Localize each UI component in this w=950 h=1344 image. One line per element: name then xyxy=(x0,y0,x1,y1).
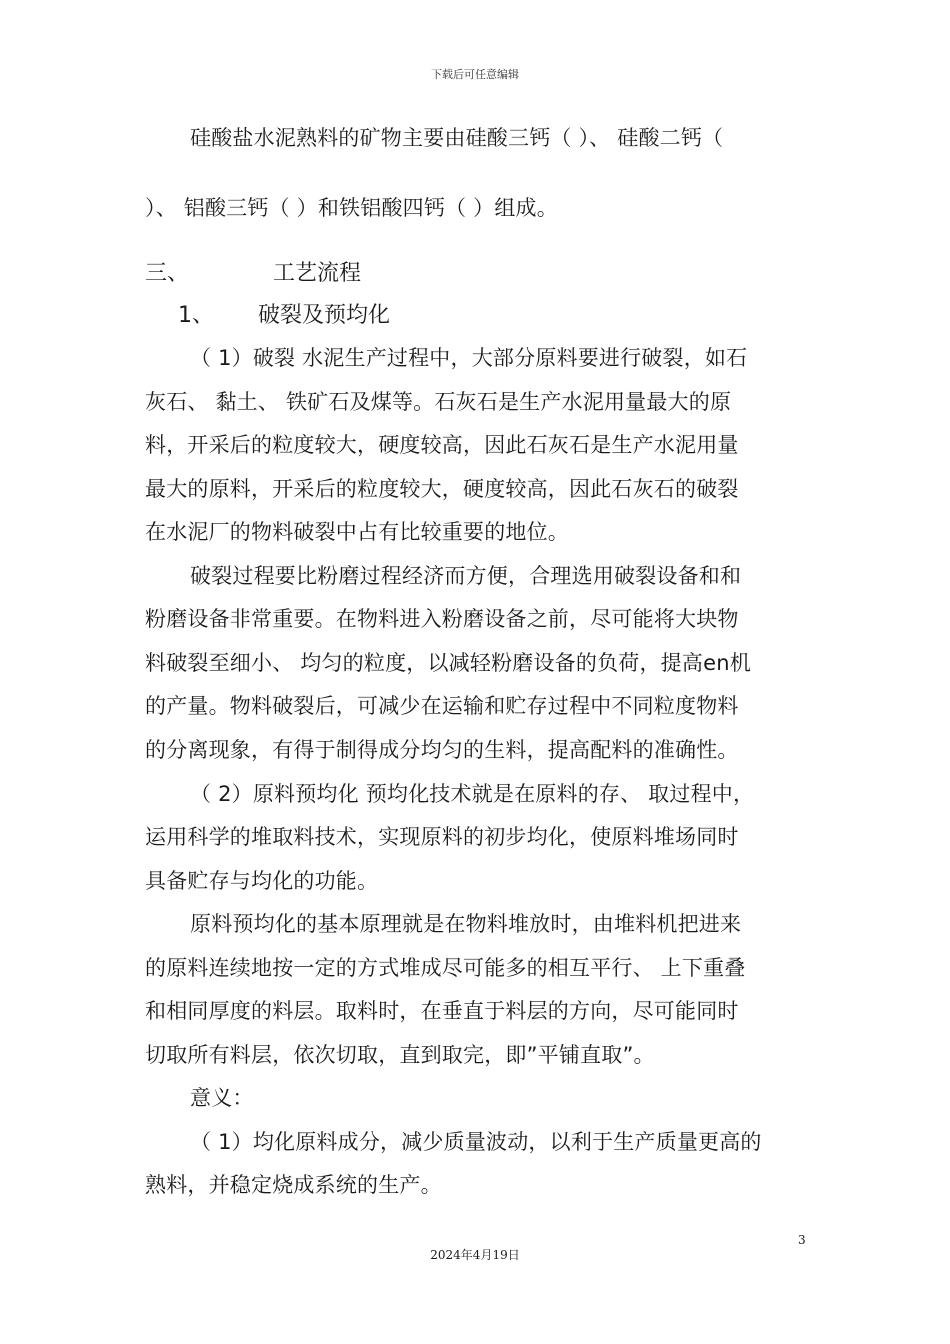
body-line: 具备贮存与均化的功能。 xyxy=(145,869,379,893)
subsection-number: 1、 xyxy=(178,303,214,328)
body-line: 在水泥厂的物料破裂中占有比较重要的地位。 xyxy=(145,520,569,544)
body-line: 的产量。物料破裂后，可减少在运输和贮存过程中不同粒度物料 xyxy=(145,694,739,718)
body-line: 的原料连续地按一定的方式堆成尽可能多的相互平行、 上下重叠 xyxy=(145,956,746,980)
body-line: 意义： xyxy=(190,1086,254,1110)
body-line: 熟料，并稳定烧成系统的生产。 xyxy=(145,1173,442,1197)
body-line: 破裂过程要比粉磨过程经济而方便，合理选用破裂设备和和 xyxy=(190,564,742,588)
page-header-note: 下载后可任意编辑 xyxy=(431,68,519,81)
body-line: 粉磨设备非常重要。在物料进入粉磨设备之前，尽可能将大块物 xyxy=(145,607,739,631)
body-line: （ 1）破裂 水泥生产过程中，大部分原料要进行破裂，如石 xyxy=(190,346,748,370)
page-number: 3 xyxy=(798,1233,806,1247)
body-line: （ 1）均化原料成分，减少质量波动，以利于生产质量更高的 xyxy=(190,1130,762,1154)
body-line: 最大的原料，开采后的粒度较大，硬度较高，因此石灰石的破裂 xyxy=(145,477,739,501)
body-line: 原料预均化的基本原理就是在物料堆放时，由堆料机把进来 xyxy=(190,912,742,936)
body-line: 灰石、 黏土、 铁矿石及煤等。石灰石是生产水泥用量最大的原 xyxy=(145,390,732,414)
body-line: 料破裂至细小、 均匀的粒度，以减轻粉磨设备的负荷，提高en机 xyxy=(145,651,751,675)
body-line: 切取所有料层，依次切取，直到取完，即”平铺直取”。 xyxy=(145,1043,655,1067)
body-line: 运用科学的堆取料技术，实现原料的初步均化，使原料堆场同时 xyxy=(145,825,739,849)
intro-line-2: ）、 铝酸三钙（ ）和铁铝酸四钙（ ）组成。 xyxy=(145,196,558,220)
subsection-title: 破裂及预均化 xyxy=(258,303,391,328)
section-number: 三、 xyxy=(145,261,190,286)
body-line: 料，开采后的粒度较大，硬度较高，因此石灰石是生产水泥用量 xyxy=(145,433,739,457)
subsection-heading xyxy=(178,301,390,331)
body-line: 的分离现象，有得于制得成分均匀的生料，提高配料的准确性。 xyxy=(145,738,739,762)
intro-line-1: 硅酸盐水泥熟料的矿物主要由硅酸三钙（ ）、 硅酸二钙（ xyxy=(190,126,724,150)
body-line: 和相同厚度的料层。取料时，在垂直于料层的方向，尽可能同时 xyxy=(145,999,739,1023)
section-title: 工艺流程 xyxy=(273,261,362,286)
footer-date: 2024年4月19日 xyxy=(430,1248,520,1262)
section-heading xyxy=(145,259,361,289)
body-line: （ 2）原料预均化 预均化技术就是在原料的存、 取过程中， xyxy=(190,782,755,806)
